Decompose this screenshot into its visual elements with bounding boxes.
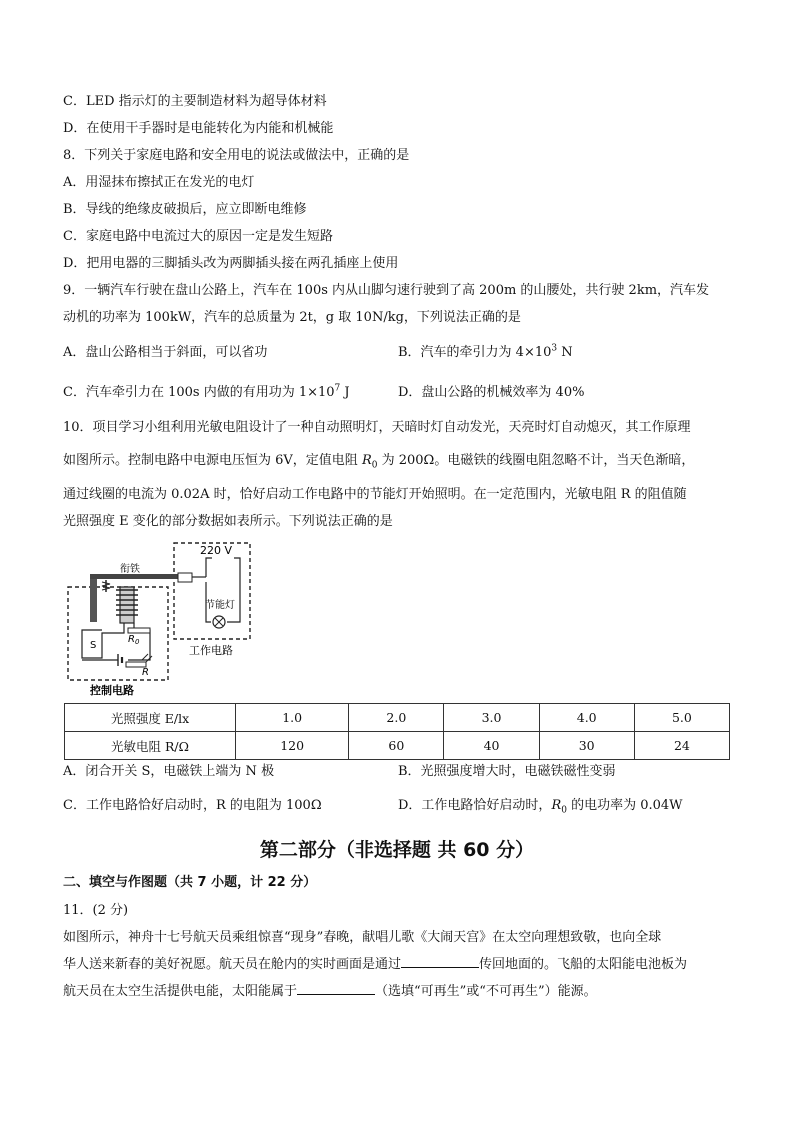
control-circuit-label: 控制电路 <box>90 684 134 697</box>
table-row <box>65 704 730 732</box>
q10-stem-line4: 光照强度 E 变化的部分数据如表所示。下列说法正确的是 <box>63 514 393 529</box>
relay-circuit-diagram <box>62 540 262 700</box>
q10-option-a: A．闭合开关 S，电磁铁上端为 N 极 <box>63 764 275 779</box>
table-row-label: 光敏电阻 R/Ω <box>65 732 236 760</box>
q10-stem-line1: 10．项目学习小组利用光敏电阻设计了一种自动照明灯，天暗时灯自动发光，天亮时灯自动熄灭，其工作原理 <box>63 420 691 435</box>
q10-option-b: B．光照强度增大时，电磁铁磁性变弱 <box>398 764 616 779</box>
table-cell: 24 <box>634 732 729 760</box>
q10-option-c: C．工作电路恰好启动时，R 的电阻为 100Ω <box>63 798 322 813</box>
q8-option-d: D．把用电器的三脚插头改为两脚插头接在两孔插座上使用 <box>63 256 399 271</box>
voltage-label: 220 V <box>200 544 233 557</box>
q8-stem: 8．下列关于家庭电路和安全用电的说法或做法中，正确的是 <box>63 148 410 163</box>
q7-option-c: C．LED 指示灯的主要制造材料为超导体材料 <box>63 94 327 109</box>
table-row-label: 光照强度 E/lx <box>65 704 236 732</box>
part2-title: 第二部分（非选择题 共 60 分） <box>259 839 535 861</box>
lamp-label: 节能灯 <box>205 600 235 611</box>
q9-option-d: D．盘山公路的机械效率为 40% <box>398 385 585 400</box>
table-cell: 3.0 <box>444 704 539 732</box>
switch-label: S <box>90 640 97 651</box>
q10-stem-line2: 如图所示。控制电路中电源电压恒为 6V，定值电阻 $R_0$ 为 200Ω。电磁铁的线圈电阻忽略不计，当天色渐暗， <box>63 453 695 471</box>
table-cell: 30 <box>539 732 634 760</box>
relay-contact <box>178 573 192 582</box>
q9-option-c: C．汽车牵引力在 100s 内做的有用功为 $1\times 10^7$ J <box>63 383 350 400</box>
q11-line3: 航天员在太空生活提供电能，太阳能属于 （选填“可再生”或“不可再生”）能源。 <box>63 984 597 999</box>
table-cell: 1.0 <box>236 704 349 732</box>
table-cell: 120 <box>236 732 349 760</box>
support-post <box>90 574 97 622</box>
q8-option-c: C．家庭电路中电流过大的原因一定是发生短路 <box>63 229 333 244</box>
q10-stem-line3: 通过线圈的电流为 0.02A 时，恰好启动工作电路中的节能灯开始照明。在一定范围内，光敏电阻 R 的阻值随 <box>63 487 687 502</box>
table-cell: 2.0 <box>349 704 444 732</box>
table-cell: 60 <box>349 732 444 760</box>
answer-blank[interactable] <box>297 982 375 995</box>
table-row <box>65 732 730 760</box>
armature-label: 衔铁 <box>120 564 140 575</box>
q11-heading: 11．(2 分) <box>63 903 129 918</box>
q10-option-d: D．工作电路恰好启动时，$R_0$ 的电功率为 0.04W <box>398 798 683 816</box>
q9-option-a: A．盘山公路相当于斜面，可以省功 <box>63 345 268 360</box>
light-resistance-table <box>64 703 730 760</box>
table-cell: 4.0 <box>539 704 634 732</box>
work-circuit-label: 工作电路 <box>189 644 233 657</box>
answer-blank[interactable] <box>401 955 479 968</box>
q8-option-a: A．用湿抹布擦拭正在发光的电灯 <box>63 175 255 190</box>
q8-option-b: B．导线的绝缘皮破损后，应立即断电维修 <box>63 202 307 217</box>
q9-option-b: B．汽车的牵引力为 $4\times 10^3$ N <box>398 343 573 360</box>
q9-stem-line1: 9．一辆汽车行驶在盘山公路上，汽车在 100s 内从山脚匀速行驶到了高 200m 的山腰处，共行驶 2km，汽车发 <box>63 283 710 298</box>
r0-resistor <box>128 628 150 633</box>
r0-label: $R_0$ <box>128 634 140 646</box>
q11-line1: 如图所示，神舟十七号航天员乘组惊喜“现身”春晚，献唱儿歌《大闹天宫》在太空向理想致敬，也向全球 <box>63 930 662 945</box>
q9-stem-line2: 动机的功率为 100kW，汽车的总质量为 2t，g 取 10N/kg，下列说法正确的是 <box>63 310 521 325</box>
section-heading: 二、填空与作图题（共 7 小题，计 22 分） <box>63 875 317 890</box>
r-label: R <box>142 667 149 678</box>
q11-line2: 华人送来新春的美好祝愿。航天员在舱内的实时画面是通过 传回地面的。飞船的太阳能电池板为 <box>63 957 688 972</box>
q7-option-d: D．在使用干手器时是电能转化为内能和机械能 <box>63 121 334 136</box>
table-cell: 5.0 <box>634 704 729 732</box>
table-cell: 40 <box>444 732 539 760</box>
